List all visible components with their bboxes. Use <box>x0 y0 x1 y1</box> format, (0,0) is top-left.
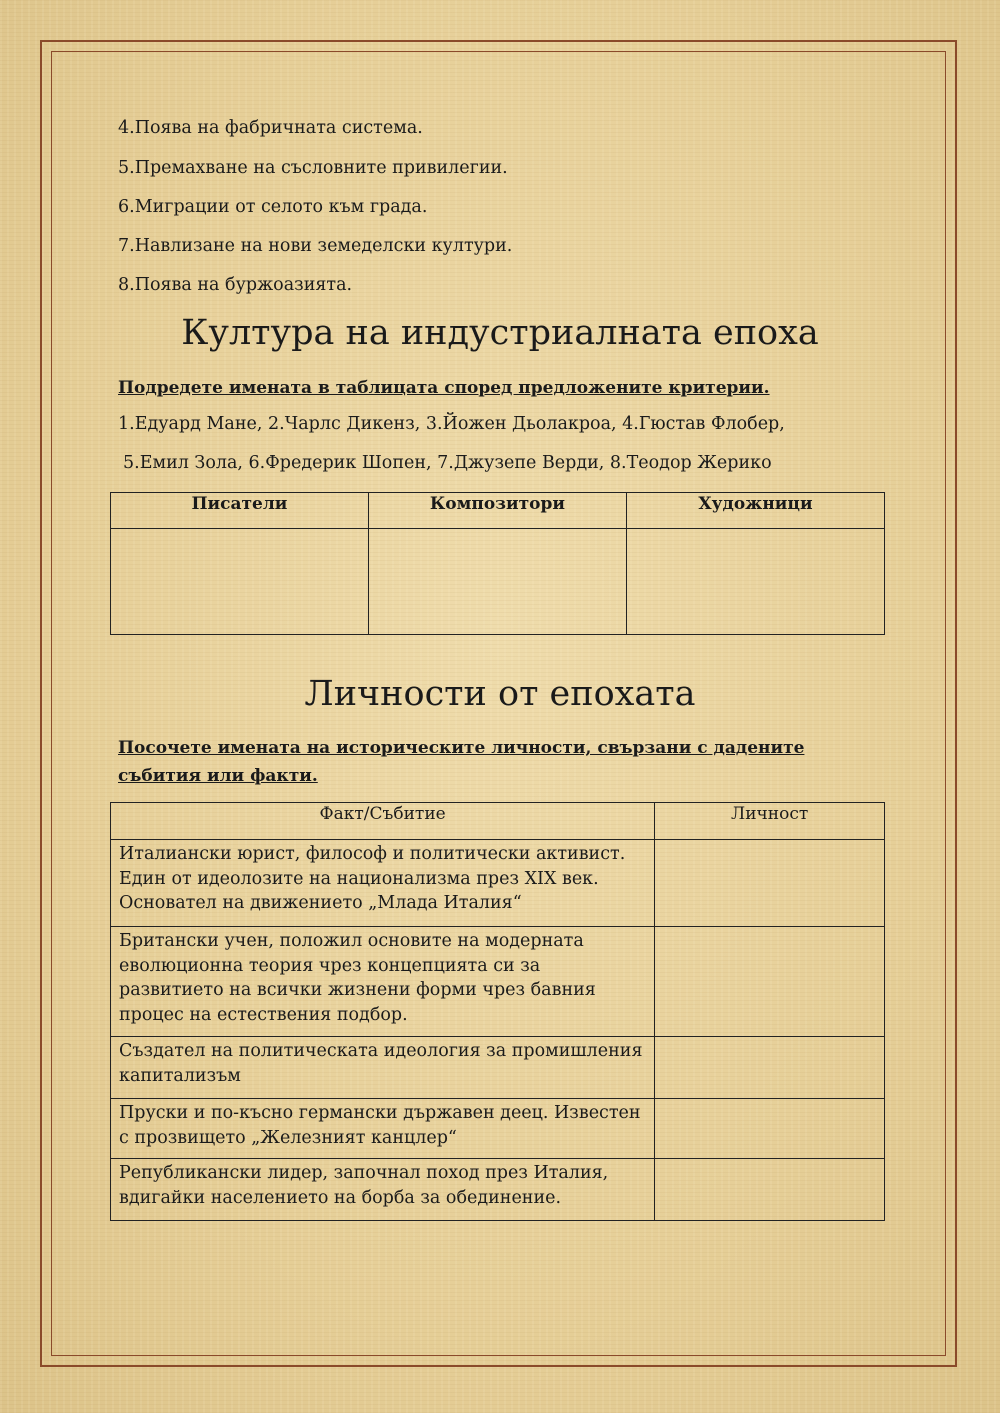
fact-cell: Създател на политическата идеология за промишления капитализъм <box>111 1037 655 1099</box>
personality-answer-cell[interactable] <box>655 1159 885 1221</box>
list-item: 5.Премахване на съсловните привилегии. <box>118 158 508 178</box>
table-row <box>111 1037 885 1099</box>
personality-answer-cell[interactable] <box>655 1037 885 1099</box>
table-header-row <box>111 493 885 529</box>
header-painters: Художници <box>626 493 884 529</box>
list-item: 6.Миграции от селото към града. <box>118 197 428 217</box>
personalities-instruction: Посочете имената на историческите личности, свързани с дадените събития или факти. <box>118 738 805 786</box>
fact-cell: Републикански лидер, започнал поход през Италия, вдигайки населението на борба за обединение. <box>111 1159 655 1221</box>
table-row <box>111 529 885 635</box>
fact-cell: Италиански юрист, философ и политически активист. Един от идеолозите на национализма през XIX век. Основател на движението „Млада Италия“ <box>111 840 655 927</box>
culture-table <box>110 492 885 635</box>
table-row <box>111 1159 885 1221</box>
personalities-section-title: Личности от епохата <box>304 674 696 714</box>
header-fact: Факт/Събитие <box>111 803 655 840</box>
personalities-table <box>110 802 885 1221</box>
table-row <box>111 927 885 1037</box>
header-writers: Писатели <box>111 493 369 529</box>
writers-answer-cell[interactable] <box>111 529 369 635</box>
personality-answer-cell[interactable] <box>655 840 885 927</box>
table-row <box>111 1099 885 1159</box>
list-item: 8.Поява на буржоазията. <box>118 275 353 295</box>
names-line-1: 1.Едуард Мане, 2.Чарлс Дикенз, 3.Йожен Дьолакроа, 4.Гюстав Флобер, <box>118 414 785 434</box>
composers-answer-cell[interactable] <box>368 529 626 635</box>
header-personality: Личност <box>655 803 885 840</box>
personality-answer-cell[interactable] <box>655 927 885 1037</box>
table-row <box>111 840 885 927</box>
culture-instruction: Подредете имената в таблицата според предложените критерии. <box>118 378 770 398</box>
painters-answer-cell[interactable] <box>626 529 884 635</box>
names-line-2: 5.Емил Зола, 6.Фредерик Шопен, 7.Джузепе Верди, 8.Теодор Жерико <box>123 453 772 473</box>
personality-answer-cell[interactable] <box>655 1099 885 1159</box>
fact-cell: Британски учен, положил основите на модерната еволюционна теория чрез концепцията си за развитието на всички жизнени форми чрез бавния процес на естествения подбор. <box>111 927 655 1037</box>
list-item: 4.Поява на фабричната система. <box>118 118 423 138</box>
table-header-row <box>111 803 885 840</box>
header-composers: Композитори <box>368 493 626 529</box>
culture-section-title: Култура на индустриалната епоха <box>181 313 819 353</box>
fact-cell: Пруски и по-късно германски държавен деец. Известен с прозвището „Железният канцлер“ <box>111 1099 655 1159</box>
list-item: 7.Навлизане на нови земеделски култури. <box>118 236 513 256</box>
